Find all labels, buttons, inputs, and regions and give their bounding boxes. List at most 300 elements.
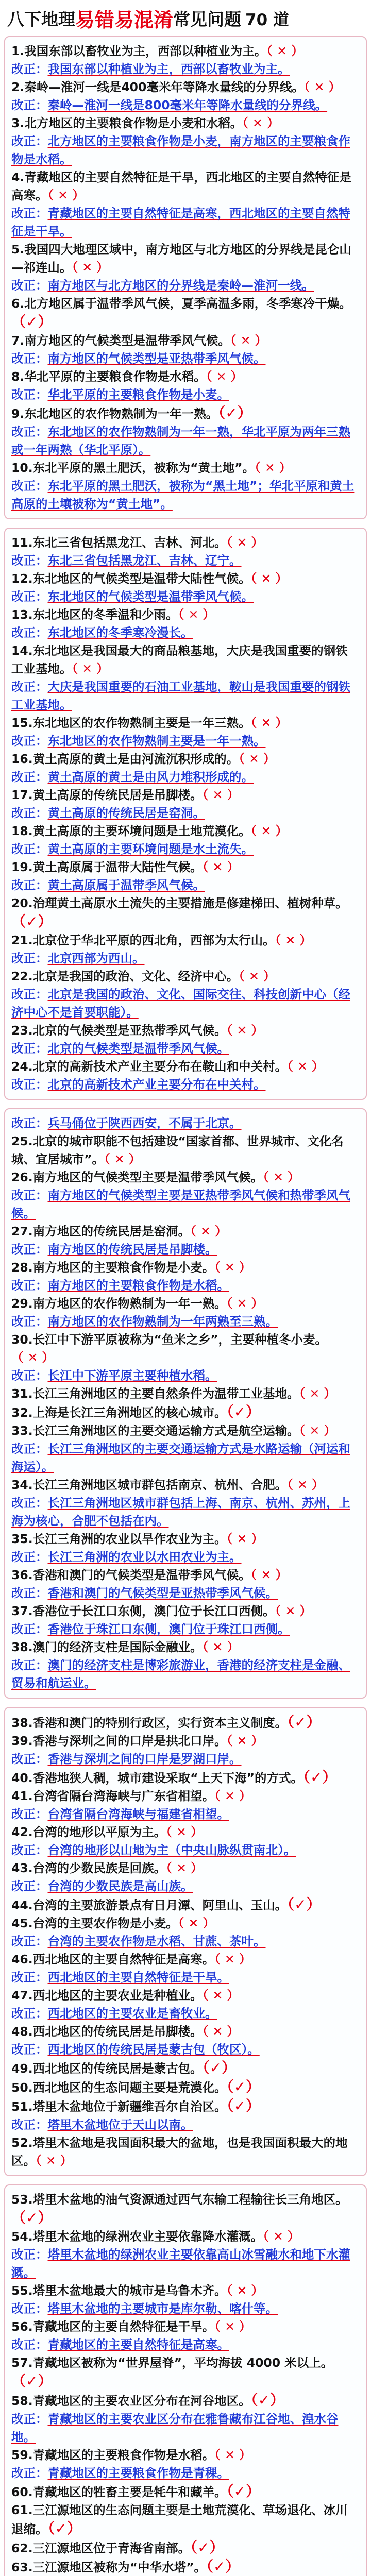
cross-mark-icon: （ ✕ ） [202,2024,239,2039]
correction-line [11,2336,360,2354]
statement-line [11,894,360,931]
correction-text: 南方地区的主要粮食作物是水稻。 [47,1278,229,1293]
question-text: 南方地区的气候类型主要是温带季风气候。 [32,1170,263,1184]
cross-mark-icon: （ ✕ ） [72,260,109,275]
correction-text: 黄土高原的主要环境问题是水土流失。 [47,842,254,856]
question-text: 北方地区的主要粮食作物是小麦和水稻。 [24,116,243,130]
correction-label: 改正： [11,1807,48,1821]
cross-mark-icon: （ ✕ ） [263,2229,300,2244]
correction-line [11,1548,360,1566]
question-text: 香港地狭人稠，城市建设采取“上天下海”的方式。 [32,1771,303,1785]
statement-line [11,1732,360,1750]
title-part-2: 易错易混淆 [75,8,174,31]
question-number: 19. [11,860,33,874]
question-text: 香港与深圳之间的口岸是拱北口岸。 [32,1734,227,1748]
correction-line [11,60,360,78]
correction-label: 改正： [11,1116,48,1130]
correction-label: 改正： [11,2466,48,2480]
statement-line [11,642,360,678]
check-mark-icon: （✓） [11,2372,53,2389]
question-number: 45. [11,1916,33,1930]
check-mark-icon: （✓） [287,1714,321,1731]
correction-label: 改正： [11,98,48,112]
correction-label: 改正： [11,2301,48,2316]
question-number: 26. [11,1170,33,1184]
statement-line [11,2059,360,2078]
question-text: 北京位于华北平原的西北角，西部为太行山。 [32,933,275,947]
question-text: 塔里木盆地是我国面积最大的盆地，也是我国面积最大的地区。 [11,2136,348,2168]
question-text: 青藏地区的牲畜主要是牦牛和藏羊。 [32,2485,227,2499]
cross-mark-icon: （ ✕ ） [36,2154,73,2168]
correction-line [11,1040,360,1058]
correction-line [11,386,360,404]
correction-label: 改正： [11,278,48,293]
statement-line [11,1914,360,1933]
correction-text: 香港与深圳之间的口岸是罗湖口岸。 [47,1752,242,1766]
question-text: 黄土高原属于温带大陆性气候。 [32,860,203,874]
question-number: 17. [11,788,33,802]
question-text: 东北地区的气候类型是温带大陆性气候。 [32,571,251,586]
title-part-1: 八下地理 [7,9,75,29]
question-text: 青藏地区的主要农业区分布在河谷地区。 [32,2394,251,2408]
question-number: 4. [11,170,25,184]
correction-text: 东北平原的黑土肥沃，被称为“黑土地”；华北平原和黄土高原的土壤被称为“黄土地”。 [11,479,355,511]
check-mark-icon: （✓） [11,913,53,930]
correction-label: 改正： [11,206,48,221]
correction-text: 长江中下游平原主要种植水稻。 [47,1368,217,1383]
correction-label: 改正： [11,1314,48,1329]
correction-text: 大庆是我国重要的石油工业基地，鞍山是我国重要的钢铁工业基地。 [11,680,350,712]
question-number: 32. [11,1405,33,1420]
correction-label: 改正： [11,1442,48,1456]
correction-text: 西北地区的传统民居是蒙古包（牧区）。 [47,2042,260,2057]
question-text: 塔里木盆地位于新疆维吾尔自治区。 [32,2099,227,2114]
correction-text: 南方地区与北方地区的分界线是秦岭—淮河一线。 [47,278,314,293]
question-number: 31. [11,1386,33,1401]
question-text: 长江三角洲地区的主要交通运输方式是航空运输。 [32,1423,299,1438]
correction-label: 改正： [11,1586,48,1600]
cross-mark-icon: （ ✕ ） [275,933,312,947]
correction-label: 改正： [11,878,48,892]
check-mark-icon: （✓） [226,2078,261,2095]
cross-mark-icon: （ ✕ ） [275,1604,312,1618]
correction-label: 改正： [11,351,48,366]
question-number: 46. [11,1952,33,1967]
statement-line [11,2228,360,2246]
correction-text: 北京的气候类型是温带季风气候。 [47,1041,229,1056]
correction-text: 台湾的主要农作物是水稻、甘蔗、茶叶。 [47,1934,266,1948]
check-mark-icon: （✓） [190,2539,224,2556]
correction-text: 北方地区的主要粮食作物是小麦，南方地区的主要粮食作物是水稻。 [11,134,350,166]
cross-mark-icon: （ ✕ ） [250,571,288,586]
correction-line [11,2300,360,2318]
statement-line [11,2282,360,2300]
question-text: 我国东部以畜牧业为主，西部以种植业为主。 [24,44,267,58]
statement-line [11,1602,360,1620]
question-text: 澳门的经济支柱是国际金融业。 [32,1640,203,1654]
correction-text: 东北地区的农作物熟制为一年一熟，华北平原为两年三熟或一年两熟（华北平原）。 [11,425,350,457]
cross-mark-icon: （ ✕ ） [214,2319,251,2334]
question-text: 西北地区的生态问题主要是荒漠化。 [32,2080,227,2095]
question-number: 20. [11,896,33,910]
correction-line [11,2464,360,2482]
question-number: 59. [11,2448,33,2462]
question-number: 15. [11,716,33,730]
statement-line [11,1530,360,1548]
question-number: 36. [11,1568,33,1582]
statement-line [11,1422,360,1440]
question-text: 青藏地区的主要自然特征是干旱，西北地区的主要自然特征是高寒。 [11,170,351,202]
statement-line [11,822,360,840]
question-number: 11. [11,535,33,550]
cross-mark-icon: （ ✕ ） [226,1532,263,1546]
statement-line [11,2501,360,2538]
cross-mark-icon: （ ✕ ） [190,1224,227,1239]
question-number: 22. [11,969,33,984]
check-mark-icon: （✓） [206,2558,240,2575]
correction-text: 澳门的经济支柱是博彩旅游业，香港的经济支柱是金融、贸易和航运业。 [11,1658,350,1690]
correction-line [11,2410,360,2446]
statement-line [11,1787,360,1805]
correction-line [11,986,360,1022]
question-number: 5. [11,242,25,257]
correction-label: 改正： [11,806,48,820]
question-text: 我国四大地理区域中，南方地区与北方地区的分界线是昆仑山—祁连山。 [11,242,351,275]
correction-text: 黄土高原属于温带季风气候。 [47,878,205,892]
correction-label: 改正： [11,2117,48,2132]
correction-text: 塔里木盆地的主要城市是库尔勒、喀什等。 [47,2301,278,2316]
statement-line [11,404,360,423]
statement-line [11,1859,360,1877]
cross-mark-icon: （ ✕ ） [166,1825,203,1839]
correction-text: 北京是我国的政治、文化、国际交往、科技创新中心（经济中心不是首要职能）。 [11,987,350,1020]
correction-text: 青藏地区的主要自然特征是高寒，西北地区的主要自然特征是干旱。 [11,206,350,239]
question-text: 塔里木盆地最大的城市是乌鲁木齐。 [32,2283,227,2298]
statement-line [11,332,360,350]
statement-line [11,1022,360,1040]
correction-label: 改正： [11,770,48,784]
correction-label: 改正： [11,1550,48,1564]
statement-line [11,1331,360,1367]
question-text: 黄土高原的主要环境问题是土地荒漠化。 [32,824,251,838]
correction-text: 南方地区的农作物熟制为一年两熟至三熟。 [47,1314,278,1329]
correction-text: 兵马俑位于陕西西安，不属于北京。 [47,1116,242,1130]
correction-line [11,1187,360,1223]
question-text: 黄土高原的黄土是由河流沉积形成的。 [32,752,239,766]
statement-line [11,1223,360,1241]
correction-text: 台湾的地形以山地为主（中央山脉纵贯南北）。 [47,1843,296,1857]
check-mark-icon: （✓） [226,2097,261,2114]
question-number: 40. [11,1771,33,1785]
question-number: 23. [11,1023,33,1038]
cross-mark-icon: （ ✕ ） [166,1861,203,1875]
correction-text: 塔里木盆地位于天山以南。 [47,2117,193,2132]
correction-label: 改正： [11,1188,48,1202]
correction-label: 改正： [11,479,48,493]
correction-line [11,1494,360,1530]
check-mark-icon: （✓） [226,1403,261,1420]
correction-text: 华北平原的主要粮食作物是小麦。 [47,387,229,402]
question-text: 西北地区的传统民居是蒙古包。 [32,2061,203,2076]
question-text: 东北地区的农作物熟制为一年一熟。 [24,406,218,421]
correction-line [11,477,360,513]
question-number: 53. [11,2192,33,2207]
question-blocks [0,36,371,2576]
correction-text: 东北地区的农作物熟制主要是一年一熟。 [47,734,266,748]
question-number: 57. [11,2355,33,2370]
question-number: 47. [11,1988,33,2003]
question-text: 西北地区的主要自然特征是高寒。 [32,1952,215,1967]
correction-text: 黄土高原的黄土是由风力堆积形成的。 [47,770,254,784]
statement-line [11,295,360,332]
cross-mark-icon: （ ✕ ） [202,1988,239,2003]
cross-mark-icon: （ ✕ ） [178,1916,215,1930]
statement-line [11,534,360,552]
question-text: 东北地区是我国最大的商品粮基地，大庆是我国重要的钢铁工业基地。 [11,643,348,676]
cross-mark-icon: （ ✕ ） [226,535,263,550]
correction-text: 南方地区的气候类型是亚热带季风气候。 [47,351,266,366]
correction-line [11,205,360,241]
question-text: 东北地区的冬季温和少雨。 [32,607,178,622]
statement-line [11,2557,360,2576]
question-number: 18. [11,824,33,838]
question-text: 北京的城市职能不包括建设“国家首都、世界城市、文化名城、宜居城市”。 [11,1134,344,1166]
correction-line [11,277,360,295]
statement-line [11,570,360,588]
correction-line [11,350,360,368]
question-block [4,1108,367,1699]
cross-mark-icon: （ ✕ ） [47,188,85,202]
question-number: 25. [11,1134,33,1148]
question-number: 43. [11,1861,33,1875]
question-number: 37. [11,1604,33,1618]
question-text: 秦岭—淮河一线是400毫米年等降水量线的分界线。 [24,80,304,94]
statement-line [11,858,360,876]
statement-line [11,1168,360,1187]
correction-text: 东北地区的气候类型是温带季风气候。 [47,589,254,604]
question-text: 南方地区的气候类型是温带季风气候。 [24,333,230,348]
correction-label: 改正： [11,2412,48,2426]
cross-mark-icon: （ ✕ ） [214,1952,251,1967]
correction-line [11,768,360,786]
correction-line [11,678,360,714]
question-number: 56. [11,2319,33,2334]
correction-label: 改正： [11,1622,48,1636]
cross-mark-icon: （ ✕ ） [242,116,279,130]
correction-line [11,2116,360,2134]
correction-text: 北京的高新技术产业主要分布在中关村。 [47,1077,266,1092]
statement-line [11,931,360,950]
correction-label: 改正： [11,951,48,965]
cross-mark-icon: （ ✕ ） [287,1059,324,1074]
correction-line [11,132,360,168]
correction-line [11,624,360,642]
correction-label: 改正： [11,1934,48,1948]
question-number: 48. [11,2024,33,2039]
check-mark-icon: （✓） [226,2483,261,2500]
correction-text: 东北地区的冬季寒冷漫长。 [47,625,193,640]
correction-text: 西北地区的主要自然特征是干旱。 [47,1970,229,1985]
question-text: 台湾的少数民族是回族。 [32,1861,166,1875]
correction-line [11,1805,360,1823]
cross-mark-icon: （ ✕ ） [72,662,109,676]
question-number: 38. [11,1716,33,1730]
check-mark-icon: （✓） [202,2059,237,2076]
question-text: 治理黄土高原水土流失的主要措施是修建梯田、植树种草。 [32,896,348,910]
statement-line [11,1638,360,1656]
question-text: 华北平原的主要粮食作物是水稻。 [24,369,206,384]
correction-text: 青藏地区的主要自然特征是高寒。 [47,2337,229,2352]
cross-mark-icon: （ ✕ ） [266,44,303,58]
cross-mark-icon: （ ✕ ） [255,461,292,475]
cross-mark-icon: （ ✕ ） [202,1640,239,1654]
statement-line [11,750,360,768]
correction-line [11,1076,360,1094]
correction-line [11,1313,360,1331]
correction-label: 改正： [11,134,48,148]
correction-text: 香港位于珠江口东侧，澳门位于珠江口西侧。 [47,1622,290,1636]
statement-line [11,1403,360,1422]
cross-mark-icon: （ ✕ ） [230,333,267,348]
correction-text: 青藏地区的主要粮食作物是青稞。 [47,2466,229,2480]
correction-label: 改正： [11,2042,48,2057]
question-number: 62. [11,2541,33,2555]
statement-line [11,368,360,386]
correction-line [11,1750,360,1768]
statement-line [11,1058,360,1076]
correction-line [11,2246,360,2282]
question-number: 16. [11,752,33,766]
question-block [4,1707,367,2176]
question-text: 长江三角洲地区城市群包括南京、杭州、合肥。 [32,1478,288,1492]
statement-line [11,2134,360,2170]
correction-label: 改正： [11,2337,48,2352]
question-number: 7. [11,333,25,348]
check-mark-icon: （✓） [303,1769,337,1786]
question-text: 塔里木盆地的油气资源通过西气东输工程输往长三角地区。 [32,2192,348,2207]
correction-label: 改正： [11,1242,48,1257]
check-mark-icon: （✓） [287,1896,321,1913]
correction-label: 改正： [11,1970,48,1985]
question-text: 黄土高原的传统民居是吊脚楼。 [32,788,203,802]
correction-label: 改正： [11,1879,48,1893]
question-block [4,528,367,1100]
cross-mark-icon: （ ✕ ） [250,716,288,730]
statement-line [11,1823,360,1841]
correction-line [11,588,360,606]
statement-line [11,1259,360,1277]
question-block [4,2184,367,2576]
question-number: 51. [11,2099,33,2114]
question-block [4,36,367,519]
check-mark-icon: （✓） [11,2209,53,2226]
correction-label: 改正： [11,1752,48,1766]
question-number: 2. [11,80,25,94]
correction-label: 改正： [11,425,48,439]
check-mark-icon: （✓） [11,313,53,330]
correction-text: 南方地区的传统民居是吊脚楼。 [47,1242,217,1257]
correction-text: 南方地区的气候类型主要是亚热带季风气候和热带季风气候。 [11,1188,350,1221]
cross-mark-icon: （ ✕ ） [250,824,288,838]
question-number: 61. [11,2503,33,2517]
question-number: 49. [11,2061,33,2076]
statement-line [11,1476,360,1494]
correction-label: 改正： [11,842,48,856]
statement-line [11,78,360,96]
statement-line [11,786,360,804]
title-part-3: 常见问题 [173,9,242,29]
correction-label: 改正： [11,2247,48,2262]
correction-line [11,1277,360,1295]
question-number: 27. [11,1224,33,1239]
correction-line [11,552,360,570]
correction-line [11,1367,360,1385]
correction-line [11,1241,360,1259]
question-number: 44. [11,1898,33,1912]
correction-line [11,1584,360,1602]
statement-line [11,114,360,132]
statement-line [11,2023,360,2041]
cross-mark-icon: （ ✕ ） [226,1023,263,1038]
question-text: 南方地区的主要粮食作物是小麦。 [32,1260,215,1275]
question-text: 东北地区的农作物熟制主要是一年三熟。 [32,716,251,730]
statement-line [11,1713,360,1732]
correction-line [11,1969,360,1987]
correction-text: 秦岭—淮河一线是800毫米年等降水量线的分界线。 [47,98,328,112]
question-number: 13. [11,607,33,622]
correction-label: 改正： [11,387,48,402]
correction-text: 台湾省隔台湾海峡与福建省相望。 [47,1807,229,1821]
cross-mark-icon: （ ✕ ） [206,369,243,384]
correction-line [11,876,360,894]
question-number: 33. [11,1423,33,1438]
cross-mark-icon: （ ✕ ） [239,752,276,766]
cross-mark-icon: （ ✕ ） [11,1350,55,1365]
correction-line [11,1877,360,1895]
question-number: 55. [11,2283,33,2298]
correction-label: 改正： [11,1658,48,1672]
cross-mark-icon: （ ✕ ） [226,1296,263,1311]
statement-line [11,1295,360,1313]
question-text: 台湾的主要旅游景点有日月潭、阿里山、玉山。 [32,1898,288,1912]
question-text: 台湾省隔台湾海峡与广东省相望。 [32,1789,215,1803]
correction-text: 东北三省包括黑龙江、吉林、辽宁。 [47,553,242,568]
question-text: 台湾的主要农作物是小麦。 [32,1916,178,1930]
correction-label: 改正： [11,1041,48,1056]
question-text: 三江源地区位于青海省南部。 [32,2541,191,2555]
correction-line [11,950,360,968]
question-text: 西北地区的主要农业是种植业。 [32,1988,203,2003]
question-text: 长江三角洲的农业以旱作农业为主。 [32,1532,227,1546]
cross-mark-icon: （ ✕ ） [299,1386,336,1401]
question-text: 北京是我国的政治、文化、经济中心。 [32,969,239,984]
question-number: 21. [11,933,33,947]
question-number: 3. [11,116,25,130]
statement-line [11,241,360,277]
question-number: 9. [11,406,25,421]
cross-mark-icon: （ ✕ ） [250,1568,288,1582]
cross-mark-icon: （ ✕ ） [178,607,215,622]
correction-text: 塔里木盆地的绿洲农业主要依靠高山冰雪融水和地下水灌溉。 [11,2247,350,2280]
statement-line [11,606,360,624]
correction-label: 改正： [11,1077,48,1092]
question-number: 39. [11,1734,33,1748]
check-mark-icon: （✓） [47,2520,81,2537]
question-text: 香港和澳门的气候类型是温带季风气候。 [32,1568,251,1582]
question-number: 29. [11,1296,33,1311]
question-text: 三江源地区被称为“中华水塔”。 [32,2560,207,2574]
statement-line [11,714,360,732]
